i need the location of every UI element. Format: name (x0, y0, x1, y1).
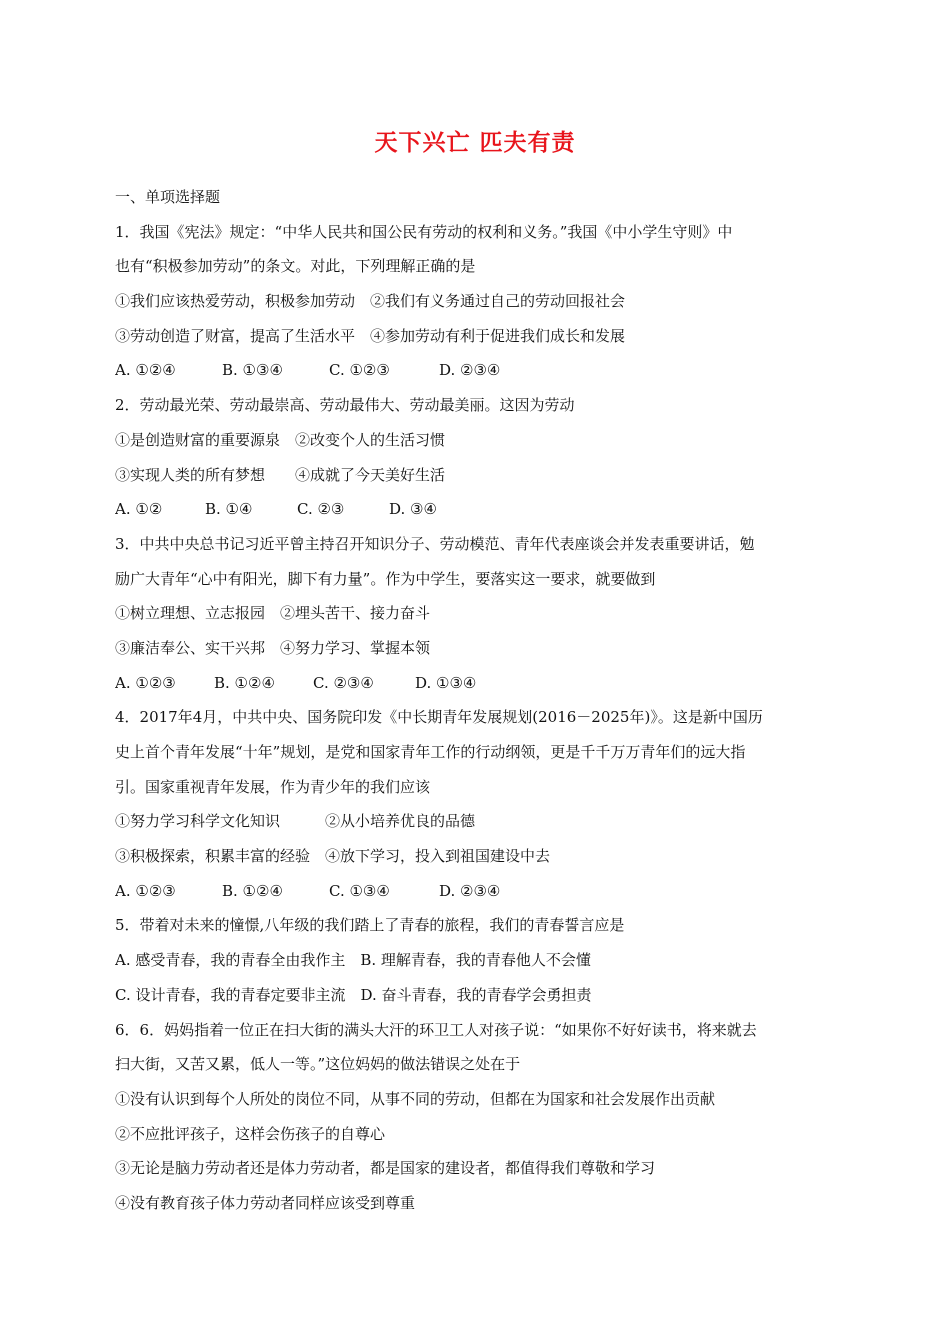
question-1 (115, 215, 845, 388)
option-b: B. ①②④ (222, 881, 283, 900)
option-d: D. ②③④ (439, 881, 501, 900)
question-item-line: ①树立理想、立志报园 ②埋头苦干、接力奋斗 (115, 604, 431, 623)
question-item-line: ①努力学习科学文化知识 ②从小培养优良的品德 (115, 812, 476, 831)
page-title: 天下兴亡 匹夫有责 (374, 129, 576, 156)
answer-options (115, 492, 845, 527)
question-item-line: ③劳动创造了财富，提高了生活水平 ④参加劳动有利于促进我们成长和发展 (115, 326, 626, 345)
question-stem-line: 3．中共中央总书记习近平曾主持召开知识分子、劳动模范、青年代表座谈会并发表重要讲话，勉 (115, 534, 755, 553)
section-heading: 一、单项选择题 (115, 188, 221, 206)
option-c: C. ②③④ (313, 673, 374, 692)
answer-options (115, 874, 845, 909)
document-body (115, 180, 845, 1221)
question-stem-line: 史上首个青年发展“十年”规划，是党和国家青年工作的行动纲领，更是千千万万青年们的远大指 (115, 743, 746, 761)
question-item-line: ②不应批评孩子，这样会伤孩子的自尊心 (115, 1124, 386, 1143)
option-a: A. ①②④ (115, 361, 176, 380)
question-item-line: ④没有教育孩子体力劳动者同样应该受到尊重 (115, 1193, 416, 1212)
option-d: D. ②③④ (439, 361, 501, 380)
question-stem-line: 励广大青年“心中有阳光，脚下有力量”。作为中学生，要落实这一要求，就要做到 (115, 569, 656, 588)
question-item-line: ③实现人类的所有梦想 ④成就了今天美好生活 (115, 465, 446, 484)
option-a: A. ①②③ (115, 881, 176, 900)
question-5 (115, 908, 845, 1012)
option-d: D. ①③④ (415, 673, 477, 692)
question-stem-line: 6．6．妈妈指着一位正在扫大街的满头大汗的环卫工人对孩子说：“如果你不好好读书，将来就去 (115, 1020, 757, 1039)
question-6 (115, 1013, 845, 1221)
option-b: B. ①②④ (214, 673, 275, 692)
option-b: B. ①③④ (222, 361, 283, 380)
question-item-line: ①没有认识到每个人所处的岗位不同，从事不同的劳动，但都在为国家和社会发展作出贡献 (115, 1089, 716, 1108)
question-item-line: ③廉洁奉公、实干兴邦 ④努力学习、掌握本领 (115, 638, 431, 657)
answer-options (115, 353, 845, 388)
question-2 (115, 388, 845, 527)
question-item-line: C. 设计青春，我的青春定要非主流 D. 奋斗青春，我的青春学会勇担责 (115, 985, 592, 1004)
option-c: C. ②③ (297, 500, 345, 519)
answer-options (115, 666, 845, 701)
option-d: D. ③④ (389, 500, 437, 519)
question-stem-line: 2．劳动最光荣、劳动最崇高、劳动最伟大、劳动最美丽。这因为劳动 (115, 396, 575, 415)
question-stem-line: 也有“积极参加劳动”的条文。对此，下列理解正确的是 (115, 257, 476, 276)
option-a: A. ①② (115, 500, 163, 519)
question-stem-line: 4．2017年4月，中共中央、国务院印发《中长期青年发展规划(2016－2025年)》。这是新中国历 (115, 708, 763, 727)
question-stem-line: 引。国家重视青年发展，作为青少年的我们应该 (115, 777, 431, 796)
option-a: A. ①②③ (115, 673, 176, 692)
question-item-line: ③无论是脑力劳动者还是体力劳动者，都是国家的建设者，都值得我们尊敬和学习 (115, 1159, 656, 1178)
question-item-line: A. 感受青春，我的青春全由我作主 B. 理解青春，我的青春他人不会懂 (115, 951, 591, 970)
option-c: C. ①②③ (329, 361, 390, 380)
question-3 (115, 527, 845, 700)
option-b: B. ①④ (205, 500, 253, 519)
question-stem-line: 扫大街，又苦又累，低人一等。”这位妈妈的做法错误之处在于 (115, 1055, 521, 1074)
question-item-line: ①我们应该热爱劳动，积极参加劳动 ②我们有义务通过自己的劳动回报社会 (115, 292, 626, 311)
question-stem-line: 5．带着对未来的憧憬,八年级的我们踏上了青春的旅程，我们的青春誓言应是 (115, 916, 625, 935)
question-item-line: ③积极探索，积累丰富的经验 ④放下学习，投入到祖国建设中去 (115, 847, 551, 866)
question-4 (115, 700, 845, 908)
question-stem-line: 1．我国《宪法》规定：“中华人民共和国公民有劳动的权利和义务。”我国《中小学生守则》中 (115, 222, 733, 241)
option-c: C. ①③④ (329, 881, 390, 900)
question-item-line: ①是创造财富的重要源泉 ②改变个人的生活习惯 (115, 430, 446, 449)
